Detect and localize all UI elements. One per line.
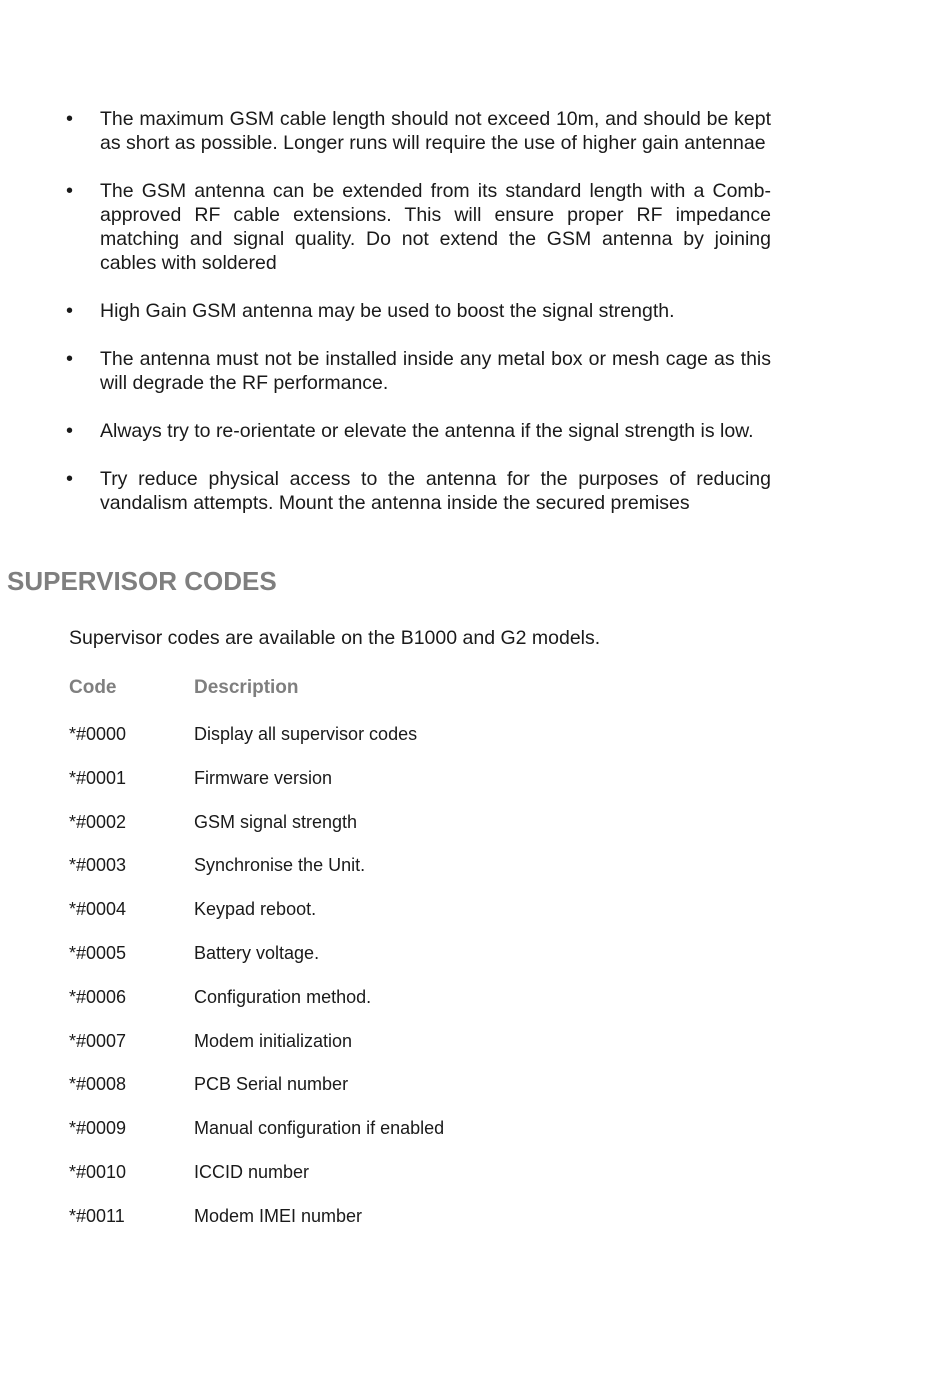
- list-item: [0, 107, 950, 155]
- code-cell: *#0011: [69, 1205, 125, 1226]
- description-cell: Keypad reboot.: [194, 899, 317, 920]
- description-column-header: Description: [194, 677, 299, 698]
- bullet-text: Try reduce physical access to the antenna for the purposes of reducing vandalism attempts. Mount the antenna inside the secured premises: [100, 468, 771, 514]
- bullet-icon: •: [66, 348, 74, 370]
- description-cell: PCB Serial number: [194, 1074, 349, 1095]
- table-row: [69, 766, 769, 790]
- table-row: [69, 985, 769, 1009]
- description-cell: Configuration method.: [194, 986, 372, 1007]
- list-item: [0, 299, 950, 323]
- description-cell: Modem IMEI number: [194, 1205, 363, 1226]
- section-intro: Supervisor codes are available on the B1000 and G2 models.: [69, 627, 601, 649]
- list-item: [0, 467, 950, 515]
- bullet-text: The maximum GSM cable length should not exceed 10m, and should be kept as short as possible. Longer runs will require the use of higher gain antennae: [100, 108, 771, 154]
- code-cell: *#0006: [69, 986, 127, 1007]
- description-cell: Firmware version: [194, 767, 333, 788]
- table-row: [69, 941, 769, 965]
- bullet-icon: •: [66, 420, 74, 442]
- description-cell: GSM signal strength: [194, 811, 358, 832]
- bullet-icon: •: [66, 300, 74, 322]
- antenna-guidelines-list: [0, 107, 950, 539]
- description-cell: Battery voltage.: [194, 942, 320, 963]
- description-cell: Synchronise the Unit.: [194, 855, 366, 876]
- list-item: [0, 419, 950, 443]
- code-cell: *#0004: [69, 899, 127, 920]
- code-cell: *#0007: [69, 1030, 127, 1051]
- table-row: [69, 722, 769, 746]
- code-cell: *#0008: [69, 1074, 127, 1095]
- description-cell: ICCID number: [194, 1161, 310, 1182]
- code-cell: *#0003: [69, 855, 127, 876]
- supervisor-codes-table: [69, 676, 769, 1248]
- table-row: [69, 897, 769, 921]
- table-row: [69, 1029, 769, 1053]
- section-title: SUPERVISOR CODES: [7, 566, 277, 596]
- code-column-header: Code: [69, 677, 117, 698]
- bullet-text: The antenna must not be installed inside any metal box or mesh cage as this will degrade the RF performance.: [100, 348, 771, 394]
- bullet-icon: •: [66, 108, 74, 130]
- bullet-icon: •: [66, 180, 74, 202]
- table-header: [69, 676, 769, 700]
- bullet-text: Always try to re-orientate or elevate the antenna if the signal strength is low.: [100, 420, 754, 442]
- table-row: [69, 1116, 769, 1140]
- table-row: [69, 1160, 769, 1184]
- description-cell: Modem initialization: [194, 1030, 353, 1051]
- description-cell: Display all supervisor codes: [194, 724, 418, 744]
- table-row: [69, 1072, 769, 1096]
- code-cell: *#0002: [69, 811, 127, 832]
- code-cell: *#0001: [69, 767, 127, 788]
- bullet-text: High Gain GSM antenna may be used to boost the signal strength.: [100, 300, 675, 322]
- list-item: [0, 179, 950, 275]
- description-cell: Manual configuration if enabled: [194, 1118, 445, 1139]
- table-row: [69, 810, 769, 834]
- bullet-icon: •: [66, 468, 74, 490]
- code-cell: *#0010: [69, 1161, 127, 1182]
- code-cell: *#0009: [69, 1118, 127, 1139]
- code-cell: *#0005: [69, 942, 127, 963]
- code-cell: *#0000: [69, 724, 127, 744]
- table-row: [69, 853, 769, 877]
- bullet-text: The GSM antenna can be extended from its standard length with a Comb-approved RF cable extensions. This will ensure proper RF impedance matching and signal quality. Do not extend the GSM antenna by joining cables with soldered: [100, 180, 771, 274]
- list-item: [0, 347, 950, 395]
- table-row: [69, 1204, 769, 1228]
